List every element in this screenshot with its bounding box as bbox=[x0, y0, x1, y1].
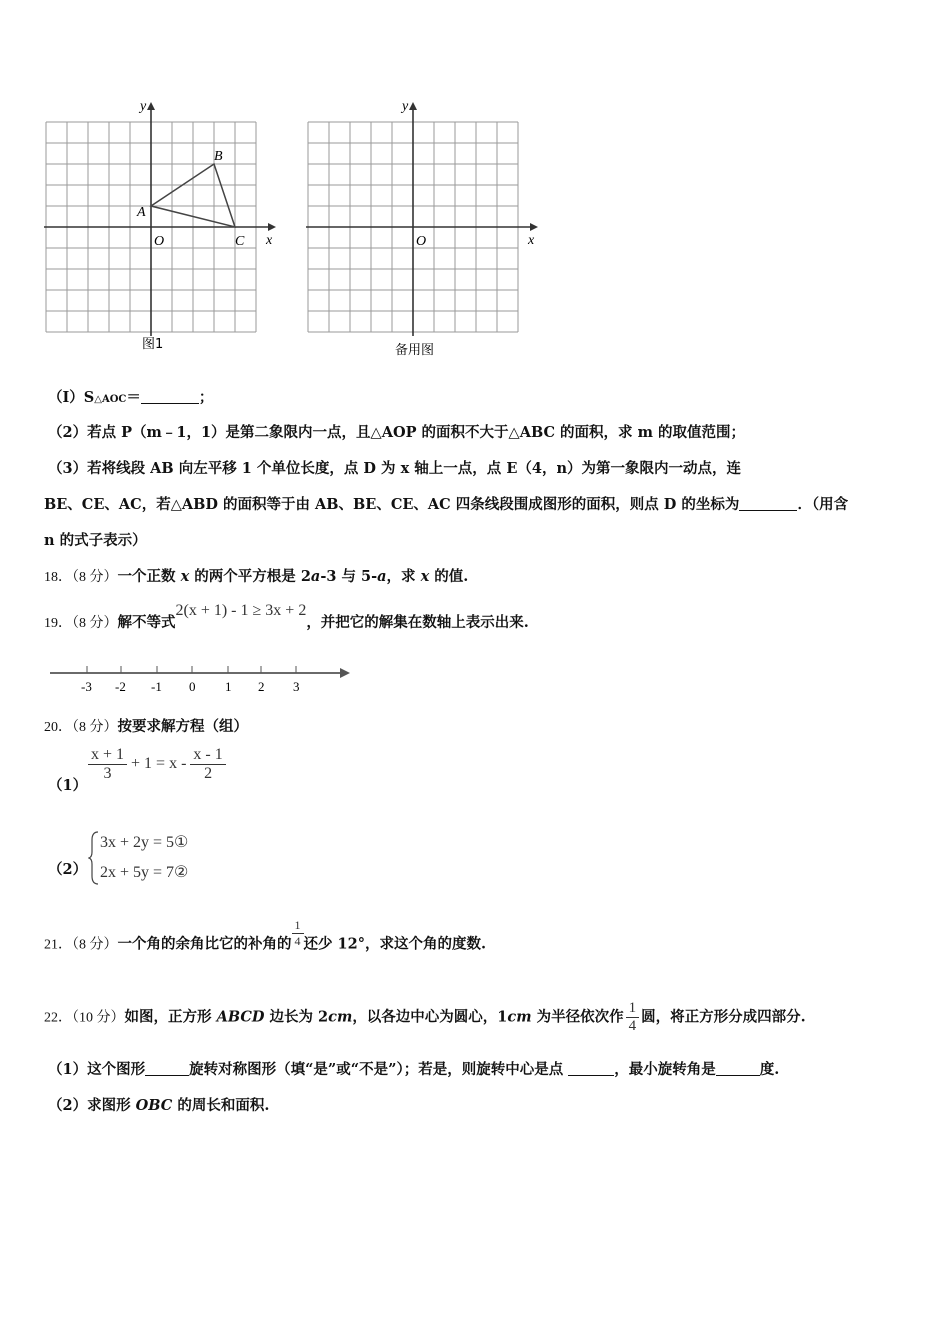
q17-part2: （2）若点 P（m﹣1，1）是第二象限内一点，且△AOP 的面积不大于△ABC 的面积，求 m 的取值范围； bbox=[48, 424, 745, 441]
figure-2-caption: 备用图 bbox=[395, 343, 435, 358]
answer-blank bbox=[141, 389, 199, 404]
question-22: 22．（10 分）如图，正方形 ABCD 边长为 2cm，以各边中心为圆心，1cm 为半径依次作 $\frac{1}{4}$ 圆，将正方形分成四部分. bbox=[44, 1000, 806, 1034]
point-c-label: C bbox=[235, 234, 245, 249]
y-axis-label: y bbox=[140, 99, 147, 114]
y-axis-arrow bbox=[409, 102, 417, 110]
point-b-label: B bbox=[214, 149, 223, 164]
question-21: 21．（8 分）一个角的余角比它的补角的 $\frac{1}{4}$ 还少 12°，求这个角的度数. bbox=[44, 918, 487, 953]
x-axis-label: x bbox=[266, 233, 273, 248]
y-axis-arrow bbox=[147, 102, 155, 110]
tick-label: -3 bbox=[81, 679, 92, 694]
answer-blank bbox=[568, 1061, 614, 1076]
q17-part3-line2: BE、CE、AC，若△ABD 的面积等于由 AB、BE、CE、AC 四条线段围成图形的面积，则点 D 的坐标为 ．（用含 bbox=[44, 496, 849, 513]
tick-label: 3 bbox=[293, 679, 300, 694]
tick-label: -2 bbox=[115, 679, 126, 694]
point-a-label: A bbox=[137, 205, 146, 220]
figure-2-spare-grid bbox=[302, 92, 552, 362]
origin-label: O bbox=[154, 234, 165, 249]
answer-blank bbox=[739, 496, 797, 511]
tick-label: 2 bbox=[258, 679, 265, 694]
question-20: 20．（8 分）按要求解方程（组） bbox=[44, 718, 248, 735]
q17-part3-line3: n 的式子表示） bbox=[44, 532, 147, 549]
x-axis-label: x bbox=[528, 233, 535, 248]
fraction-right: $\frac{x - 1}{2}$ bbox=[190, 746, 225, 783]
system-eq-1: 3x + 2y = 5① bbox=[100, 834, 189, 851]
tick-label: 1 bbox=[225, 679, 232, 694]
tick-label: 0 bbox=[189, 679, 196, 694]
q20-part2-label: （2） bbox=[48, 861, 88, 878]
fraction-one-quarter: $\frac{1}{4}$ bbox=[292, 918, 304, 949]
tick-label: -1 bbox=[151, 679, 162, 694]
figure-1-coordinate-grid bbox=[40, 92, 290, 362]
origin-label: O bbox=[416, 234, 427, 249]
q17-part3-line1: （3）若将线段 AB 向左平移 1 个单位长度，点 D 为 x 轴上一点，点 E（4，n）为第一象限内一动点，连 bbox=[48, 460, 742, 477]
q22-part1: （1）这个图形 旋转对称图形（填“是”或“不是”）；若是，则旋转中心是点 ，最小旋转角是 度. bbox=[48, 1061, 780, 1078]
fraction-left: $\frac{x + 1}{3}$ bbox=[88, 746, 127, 783]
x-axis-arrow bbox=[530, 223, 538, 231]
question-19: 19．（8 分）解不等式2(x + 1) - 1 ≥ 3x + 2，并把它的解集在数轴上表示出来. bbox=[44, 602, 529, 631]
inequality: 2(x + 1) - 1 ≥ 3x + 2 bbox=[175, 602, 307, 619]
figure-1-caption: 图1 bbox=[142, 337, 164, 352]
system-eq-2: 2x + 5y = 7② bbox=[100, 864, 189, 881]
q22-part2: （2）求图形 OBC 的周长和面积. bbox=[48, 1097, 270, 1114]
x-axis-arrow bbox=[268, 223, 276, 231]
equation-1: $\frac{x + 1}{3}$ + 1 = x - $\frac{x - 1}{2}$ bbox=[88, 746, 226, 783]
system-brace bbox=[88, 830, 100, 886]
number-line-arrow bbox=[340, 668, 350, 678]
answer-blank bbox=[716, 1061, 760, 1076]
number-line bbox=[44, 660, 364, 700]
q17-part1: （I）S△AOC＝ ； bbox=[48, 389, 214, 406]
q20-part1-label: （1） bbox=[48, 777, 88, 794]
fraction-one-quarter: $\frac{1}{4}$ bbox=[626, 1000, 640, 1035]
y-axis-label: y bbox=[402, 99, 409, 114]
answer-blank bbox=[145, 1061, 189, 1076]
question-18: 18．（8 分）一个正数 x 的两个平方根是 2a-3 与 5-a，求 x 的值. bbox=[44, 568, 469, 585]
